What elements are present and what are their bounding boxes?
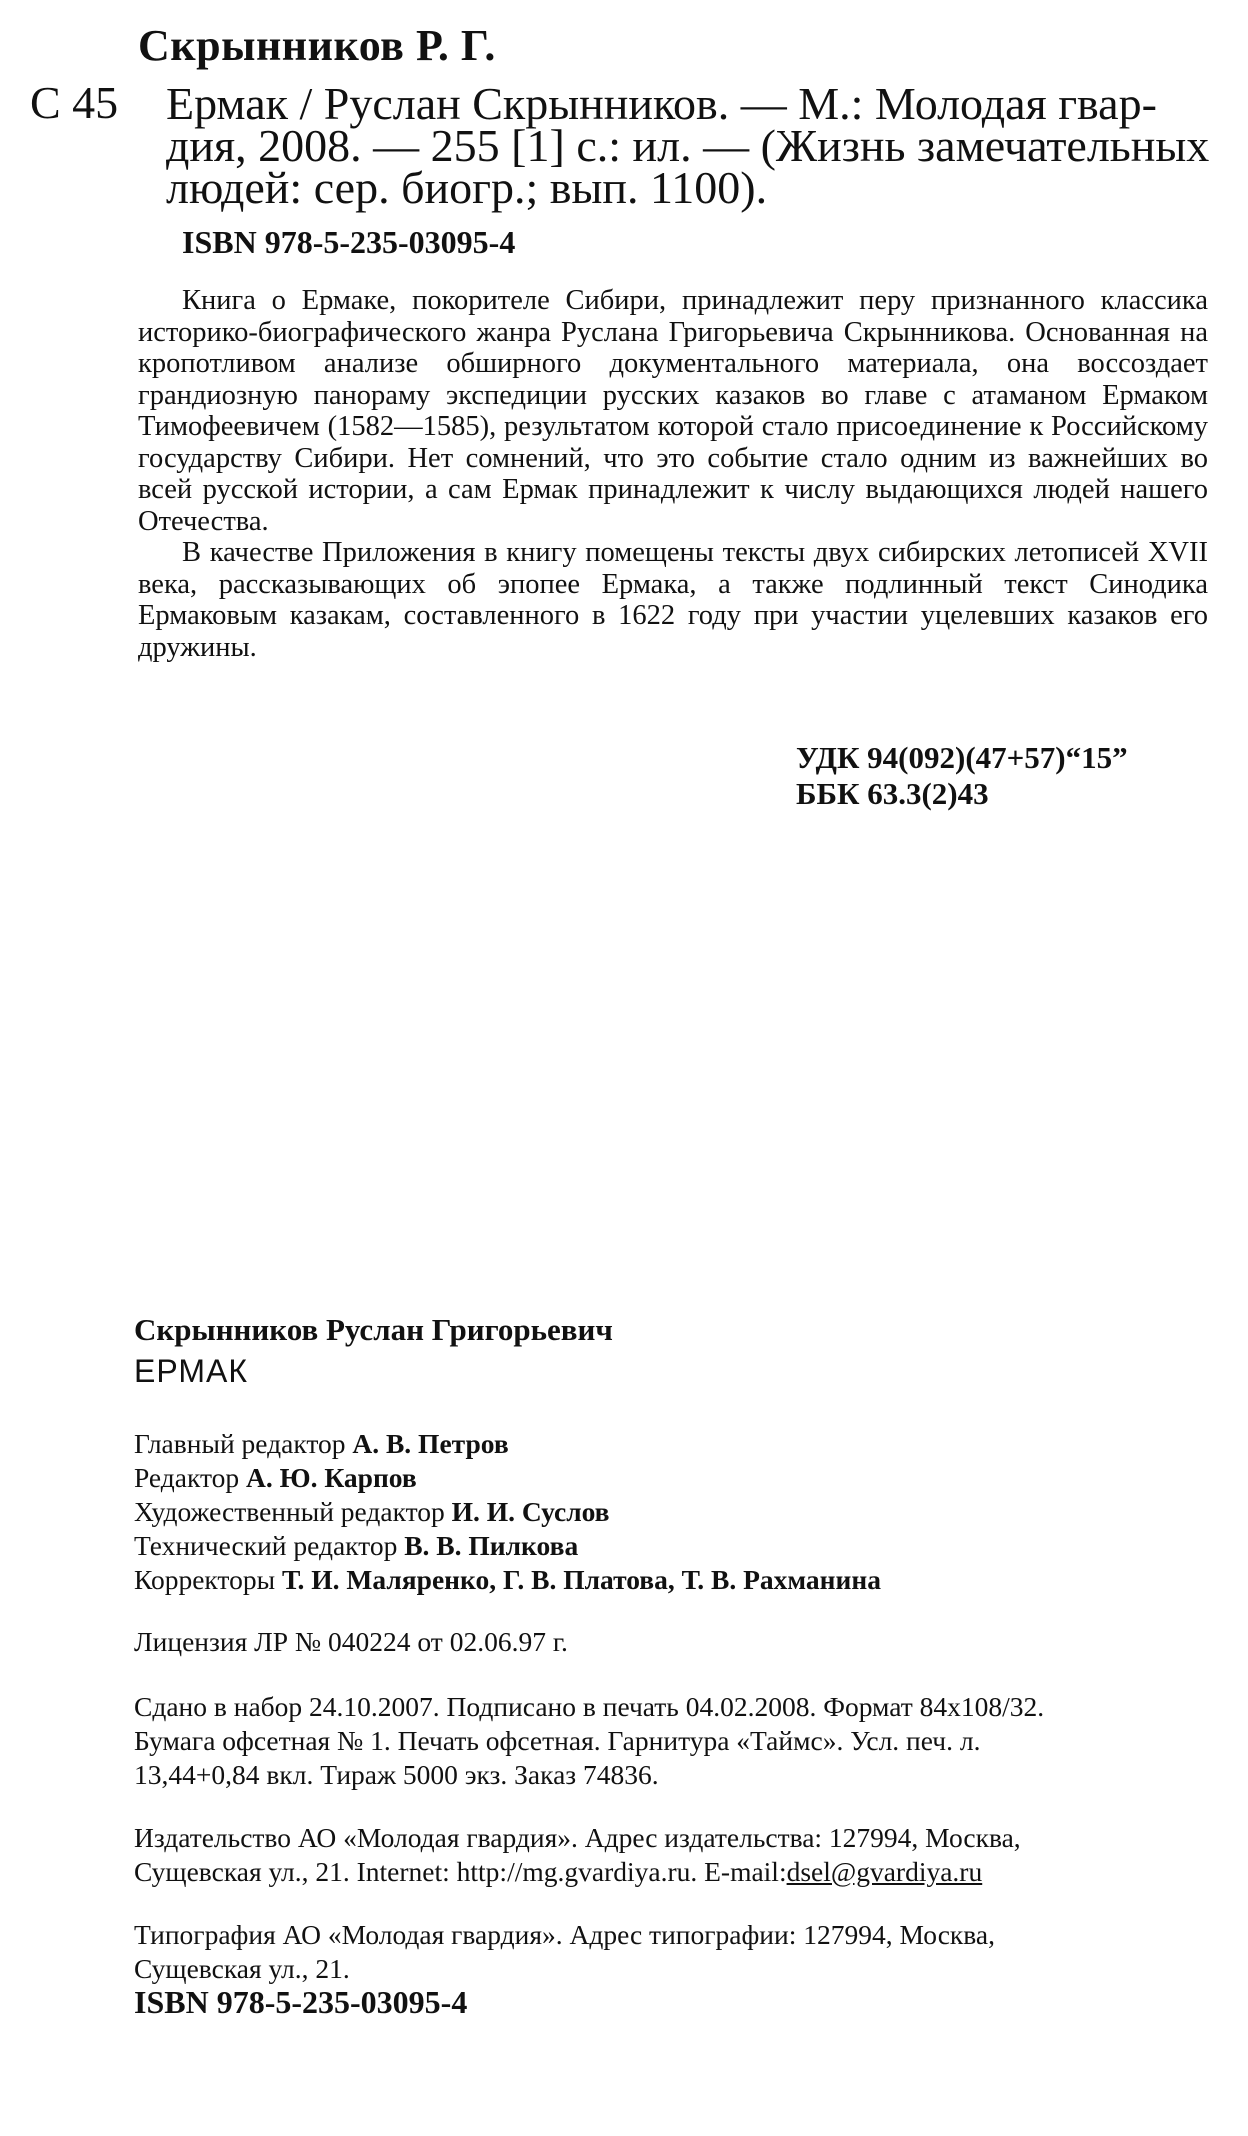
printer-line-1: Типография АО «Молодая гвардия». Адрес типографии: 127994, Москва, xyxy=(134,1919,995,1950)
credit-tech-editor xyxy=(134,1529,578,1562)
isbn-bottom: ISBN 978-5-235-03095-4 xyxy=(134,1984,468,2020)
bbk-code: ББК 63.3(2)43 xyxy=(796,776,989,811)
print-line-3: 13,44+0,84 вкл. Тираж 5000 экз. Заказ 74836. xyxy=(134,1759,659,1790)
bib-line-3: людей: сер. биогр.; вып. 1100). xyxy=(166,162,768,213)
imprint-title: ЕРМАК xyxy=(134,1353,248,1389)
credit-chief-editor xyxy=(134,1427,509,1460)
print-line-2: Бумага офсетная № 1. Печать офсетная. Гарнитура «Таймс». Усл. печ. л. xyxy=(134,1725,981,1756)
credit-person: И. И. Суслов xyxy=(451,1496,610,1527)
license-line: Лицензия ЛР № 040224 от 02.06.97 г. xyxy=(134,1626,568,1657)
annotation-block xyxy=(138,285,1208,663)
credit-editor xyxy=(134,1461,417,1494)
call-number: С 45 xyxy=(30,77,119,128)
credit-role: Главный редактор xyxy=(134,1428,353,1459)
publisher-line-2 xyxy=(134,1855,982,1888)
imprint-author: Скрынников Руслан Григорьевич xyxy=(134,1312,613,1347)
credit-role: Технический редактор xyxy=(134,1530,405,1561)
credit-person: В. В. Пилкова xyxy=(404,1530,579,1561)
annotation-paragraph-2: В качестве Приложения в книгу помещены тексты двух сибирских летописей XVII века, рассказывающих об эпопее Ермака, а также подлинный текст Синодика Ермаковым казакам, составленного в 1622 году при участии уцелевших казаков его дружины. xyxy=(138,537,1208,663)
author-heading: Скрынников Р. Г. xyxy=(138,21,496,70)
credit-art-editor xyxy=(134,1495,610,1528)
bib-line-2: дия, 2008. — 255 [1] с.: ил. — (Жизнь замечательных xyxy=(166,120,1210,171)
bib-line-1: Ермак / Руслан Скрынников. — М.: Молодая гвар- xyxy=(166,78,1157,129)
credit-person: А. Ю. Карпов xyxy=(246,1462,417,1493)
publisher-line-1: Издательство АО «Молодая гвардия». Адрес издательства: 127994, Москва, xyxy=(134,1822,1021,1853)
credit-role: Корректоры xyxy=(134,1564,282,1595)
credit-person: Т. И. Маляренко, Г. В. Платова, Т. В. Рахманина xyxy=(281,1564,881,1595)
annotation-paragraph-1: Книга о Ермаке, покорителе Сибири, принадлежит перу признанного классика историко-биографического жанра Руслана Григорьевича Скрынникова. Основанная на кропотливом анализе обширного документального материала, она воссоздает грандиозную панораму экспедиции русских казаков во главе с атаманом Ермаком Тимофеевичем (1582—1585), результатом которой стало присоединение к Российскому государству Сибири. Нет сомнений, что это событие стало одним из важнейших во всей русской истории, а сам Ермак принадлежит к числу выдающихся людей нашего Отечества. xyxy=(138,285,1208,537)
udk-code: УДК 94(092)(47+57)“15” xyxy=(796,740,1128,775)
print-line-1: Сдано в набор 24.10.2007. Подписано в печать 04.02.2008. Формат 84x108/32. xyxy=(134,1691,1045,1722)
isbn-top: ISBN 978-5-235-03095-4 xyxy=(182,224,516,260)
credit-role: Художественный редактор xyxy=(134,1496,452,1527)
credit-person: А. В. Петров xyxy=(352,1428,509,1459)
publisher-email-link[interactable]: dsel@gvardiya.ru xyxy=(786,1856,983,1887)
credit-proofreaders xyxy=(134,1563,881,1596)
printer-line-2: Сущевская ул., 21. xyxy=(134,1953,350,1984)
publisher-address-text: Сущевская ул., 21. Internet: http://mg.gvardiya.ru. E-mail: xyxy=(134,1856,787,1887)
credit-role: Редактор xyxy=(134,1462,247,1493)
